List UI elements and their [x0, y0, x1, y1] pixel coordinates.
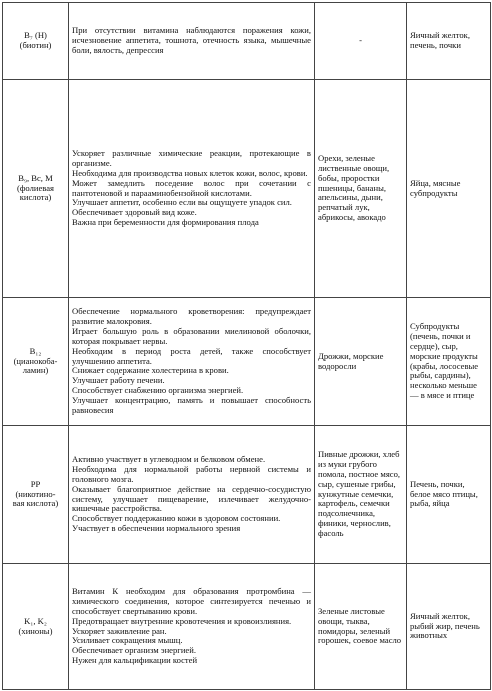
- animal-source-text: Яйца, мясные субпродукты: [410, 177, 461, 198]
- vitamin-function-cell: [69, 426, 315, 564]
- vitamin-name-line: B₁₂: [29, 345, 42, 356]
- plant-source-text: -: [359, 35, 362, 46]
- function-text: Обеспечивает организм энергией.: [72, 645, 196, 656]
- function-text: Витамин К необходим для образования протромбина — химического соединения, которое синтезируется печенью и способствует свертыванию крови.: [72, 585, 311, 616]
- vitamin-name-line: PP: [30, 478, 41, 489]
- vitamin-table: [2, 2, 491, 690]
- plant-source-cell: [315, 80, 407, 298]
- vitamin-name-line: B₉, Вс, М: [18, 172, 53, 183]
- function-text: Снижает содержание холестерина в крови.: [72, 365, 229, 376]
- animal-source-cell: [407, 3, 491, 80]
- animal-source-cell: [407, 80, 491, 298]
- function-text: Способствует поддержанию кожи в здоровом состоянии.: [72, 513, 281, 524]
- function-text: Играет большую роль в образовании миелиновой оболочки, которая покрывает нервы.: [72, 325, 311, 346]
- vitamin-name-line: (никотино-: [15, 488, 56, 499]
- vitamin-name-line: K₁, K₂: [24, 615, 47, 626]
- function-text: Улучшает концентрацию, память и повышает способность равновесия: [72, 395, 311, 416]
- table-row: [3, 3, 491, 80]
- plant-source-cell: [315, 3, 407, 80]
- vitamin-function-cell: [69, 3, 315, 80]
- plant-source-cell: [315, 426, 407, 564]
- table-row: [3, 564, 491, 690]
- function-text: Предотвращает внутренние кровотечения и кровоизлияния.: [72, 615, 292, 626]
- animal-source-text: Яичный желток, рыбий жир, печень животных: [410, 610, 480, 641]
- function-text: Обеспечивает здоровый вид коже.: [72, 207, 197, 218]
- vitamin-name-line: (биотин): [19, 40, 52, 50]
- function-text: Способствует снабжению организма энергией.: [72, 385, 244, 396]
- vitamin-name-line: кислота): [19, 192, 52, 203]
- table-row: [3, 80, 491, 298]
- function-text: Оказывает благоприятное действие на сердечно-сосудистую систему, улучшает пищеварение, излечивает желудочно-кишечные расстройства.: [72, 483, 311, 514]
- function-text: Может замедлить поседение волос при сочетании с пантотеновой и парааминобензойной кислотами.: [72, 177, 311, 198]
- plant-source-text: Дрожжи, морские водоросли: [318, 350, 384, 371]
- function-text: Ускоряет различные химические реакции, протекающие в организме.: [72, 147, 311, 168]
- vitamin-name-line: вая кислота): [12, 498, 59, 509]
- animal-source-text: Субпродукты (печень, почки и сердце), сыр, морские продукты (крабы, лососевые рыбы, сардины), несколько меньше — в мясе и птице: [410, 320, 479, 401]
- function-text: Улучшает аппетит, особенно если вы ощущуете упадок сил.: [72, 197, 292, 208]
- animal-source-cell: [407, 426, 491, 564]
- function-text: При отсутствии витамина наблюдаются поражения кожи, исчезновение аппетита, тошнота, отечность языка, мышечные боли, вялость, депрессия: [72, 25, 311, 55]
- animal-source-text: Печень, почки, белое мясо птицы, рыба, яйца: [410, 478, 478, 509]
- function-text: Усиливает сокращения мышц.: [72, 635, 183, 646]
- plant-source-text: Зеленые листовые овощи, тыква, помидоры, зеленый горошек, соевое масло: [318, 605, 402, 646]
- vitamin-function-cell: [69, 80, 315, 298]
- animal-source-cell: [407, 564, 491, 690]
- vitamin-name-cell: [3, 426, 69, 564]
- animal-source-text: Яичный желток, печень, почки: [410, 30, 470, 50]
- vitamin-function-cell: [69, 564, 315, 690]
- table-row: [3, 298, 491, 426]
- plant-source-text: Пивные дрожжи, хлеб из муки грубого помола, постное мясо, сыр, сушеные грибы, кунжутные семечки, картофель, семечки подсолнечника, финики, чернослив, фасоль: [318, 448, 401, 539]
- function-text: Нужен для кальцификации костей: [72, 655, 198, 666]
- vitamin-name-line: (фолиевая: [16, 182, 55, 193]
- vitamin-name-line: B₇ (Н): [24, 30, 47, 41]
- function-text: Улучшает работу печени.: [72, 375, 165, 386]
- plant-source-text: Орехи, зеленые лиственные овощи, бобы, проростки пшеницы, бананы, апельсины, дыни, репчатый лук, абрикосы, авокадо: [318, 152, 390, 223]
- plant-source-cell: [315, 564, 407, 690]
- function-text: Ускоряет заживление ран.: [72, 625, 167, 636]
- function-text: Необходима для производства новых клеток кожи, волос, крови.: [72, 167, 308, 178]
- table-row: [3, 426, 491, 564]
- vitamin-function-cell: [69, 298, 315, 426]
- vitamin-name-line: (цианокоба-: [13, 355, 58, 366]
- function-text: Активно участвует в углеводном и белковом обмене.: [72, 453, 266, 464]
- vitamin-name-line: ламин): [22, 365, 49, 376]
- function-text: Необходим в период роста детей, также способствует улучшению аппетита.: [72, 345, 311, 366]
- vitamin-name-cell: [3, 80, 69, 298]
- animal-source-cell: [407, 298, 491, 426]
- vitamin-name-line: (хиноны): [18, 625, 53, 636]
- function-text: Участвует в обеспечении нормального зрения: [72, 523, 241, 534]
- vitamin-name-cell: [3, 298, 69, 426]
- vitamin-name-cell: [3, 3, 69, 80]
- function-text: Необходима для нормальной работы нервной системы и головного мозга.: [72, 463, 311, 484]
- function-text: Обеспечение нормального кроветворения: предупреждает развитие малокровия.: [72, 305, 311, 326]
- function-text: Важна при беременности для формирования плода: [72, 217, 259, 228]
- vitamin-name-cell: [3, 564, 69, 690]
- plant-source-cell: [315, 298, 407, 426]
